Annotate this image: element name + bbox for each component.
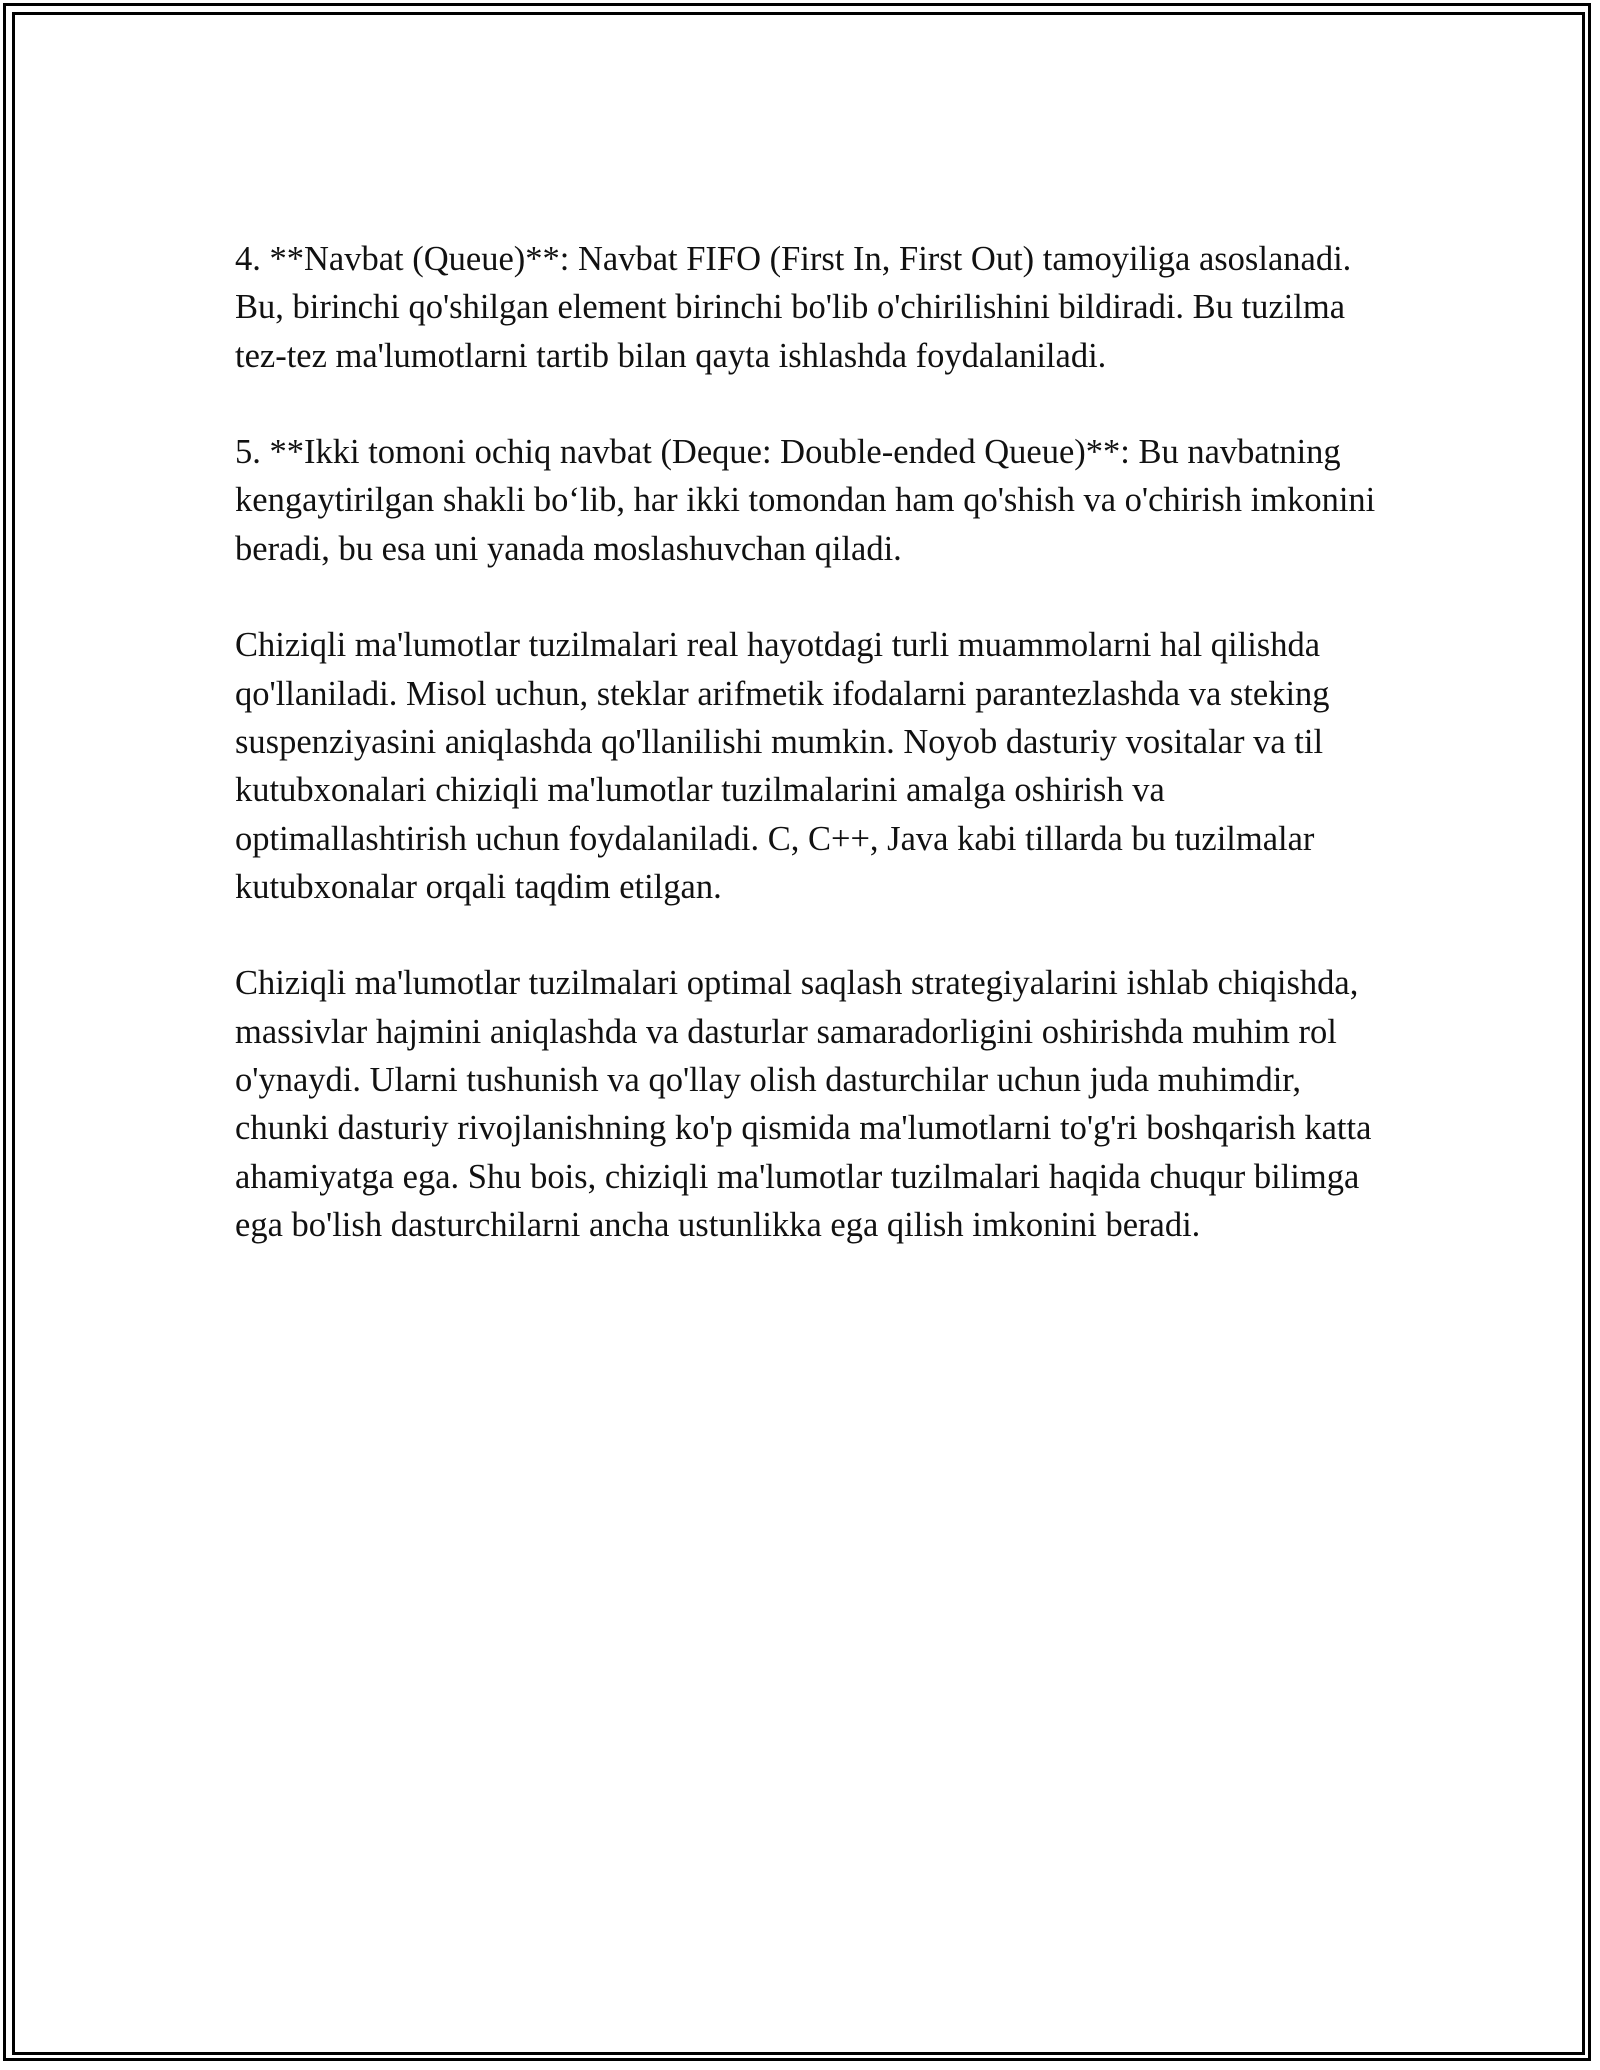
- document-body: [235, 235, 1395, 1298]
- paragraph-queue: 4. **Navbat (Queue)**: Navbat FIFO (First In, First Out) tamoyiliga asoslanadi. Bu, birinchi qo'shilgan element birinchi bo'lib o'chirilishini bildiradi. Bu tuzilma tez-tez ma'lumotlarni tartib bilan qayta ishlashda foydalaniladi.: [235, 240, 1352, 375]
- paragraph-deque: 5. **Ikki tomoni ochiq navbat (Deque: Double-ended Queue)**: Bu navbatning kengaytirilgan shakli bo‘lib, har ikki tomondan ham qo'shish va o'chirish imkonini beradi, bu esa uni yanada moslashuvchan qiladi.: [235, 433, 1376, 568]
- paragraph-applications: Chiziqli ma'lumotlar tuzilmalari real hayotdagi turli muammolarni hal qilishda qo'llaniladi. Misol uchun, steklar arifmetik ifodalarni parantezlashda va steking suspenziyasini aniqlashda qo'llanilishi mumkin. Noyob dasturiy vositalar va til kutubxonalari chiziqli ma'lumotlar tuzilmalarini amalga oshirish va optimallashtirish uchun foydalaniladi. C, C++, Java kabi tillarda bu tuzilmalar kutubxonalar orqali taqdim etilgan.: [235, 626, 1330, 906]
- paragraph-importance: Chiziqli ma'lumotlar tuzilmalari optimal saqlash strategiyalarini ishlab chiqishda, massivlar hajmini aniqlashda va dasturlar samaradorligini oshirishda muhim rol o'ynaydi. Ularni tushunish va qo'llay olish dasturchilar uchun juda muhimdir, chunki dasturiy rivojlanishning ko'p qismida ma'lumotlarni to'g'ri boshqarish katta ahamiyatga ega. Shu bois, chiziqli ma'lumotlar tuzilmalari haqida chuqur bilimga ega bo'lish dasturchilarni ancha ustunlikka ega qilish imkonini beradi.: [235, 964, 1372, 1244]
